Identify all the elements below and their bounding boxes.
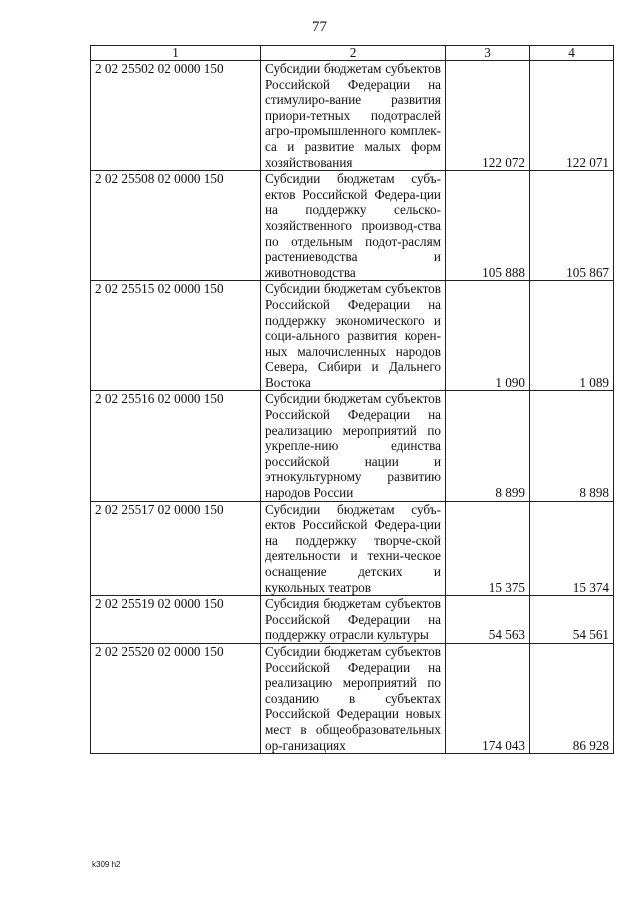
revenue-description: Субсидии бюджетам субъ-ектов Российской Федера-ции на поддержку сельско-хозяйственного производ-ства по отдельным подот-раслям растениеводства и животноводства [261,171,446,281]
amount-column-4: 15 374 [530,501,614,596]
column-header-2: 2 [261,46,446,61]
table-row [91,596,614,644]
amount-column-4: 8 898 [530,391,614,501]
revenue-description: Субсидии бюджетам субъ-ектов Российской Федера-ции на поддержку творче-ской деятельности и техни-ческое оснащение детских и кукольных театров [261,501,446,596]
revenue-code: 2 02 25508 02 0000 150 [91,171,261,281]
amount-column-4: 86 928 [530,643,614,753]
revenue-description: Субсидии бюджетам субъектов Российской Федерации на реализацию мероприятий по укрепле-нию единства российской нации и этнокультурному развитию народов России [261,391,446,501]
column-header-1: 1 [91,46,261,61]
amount-column-3: 8 899 [446,391,530,501]
revenue-code: 2 02 25520 02 0000 150 [91,643,261,753]
table-row [91,391,614,501]
column-header-4: 4 [530,46,614,61]
amount-column-4: 105 867 [530,171,614,281]
revenue-code: 2 02 25515 02 0000 150 [91,281,261,391]
table-row [91,501,614,596]
amount-column-3: 122 072 [446,61,530,171]
revenue-code: 2 02 25502 02 0000 150 [91,61,261,171]
revenue-description: Субсидии бюджетам субъектов Российской Федерации на стимулиро-вание развития приори-тетных подотраслей агро-промышленного комплек-са и развитие малых форм хозяйствования [261,61,446,171]
header-row [91,46,614,61]
amount-column-3: 105 888 [446,171,530,281]
revenue-code: 2 02 25519 02 0000 150 [91,596,261,644]
footer-document-code: k309 h2 [92,860,121,869]
table-row [91,281,614,391]
amount-column-4: 54 561 [530,596,614,644]
page-number: 77 [312,19,327,35]
amount-column-4: 122 071 [530,61,614,171]
revenue-description: Субсидия бюджетам субъектов Российской Федерации на поддержку отрасли культуры [261,596,446,644]
budget-table [90,45,614,754]
column-header-3: 3 [446,46,530,61]
amount-column-4: 1 089 [530,281,614,391]
amount-column-3: 54 563 [446,596,530,644]
table-row [91,643,614,753]
table-row [91,61,614,171]
amount-column-3: 1 090 [446,281,530,391]
revenue-description: Субсидии бюджетам субъектов Российской Федерации на реализацию мероприятий по созданию в субъектах Российской Федерации новых мест в общеобразовательных ор-ганизациях [261,643,446,753]
revenue-code: 2 02 25516 02 0000 150 [91,391,261,501]
amount-column-3: 15 375 [446,501,530,596]
revenue-description: Субсидии бюджетам субъектов Российской Федерации на поддержку экономического и соци-ального развития корен-ных малочисленных народов Севера, Сибири и Дальнего Востока [261,281,446,391]
table-row [91,171,614,281]
amount-column-3: 174 043 [446,643,530,753]
revenue-code: 2 02 25517 02 0000 150 [91,501,261,596]
